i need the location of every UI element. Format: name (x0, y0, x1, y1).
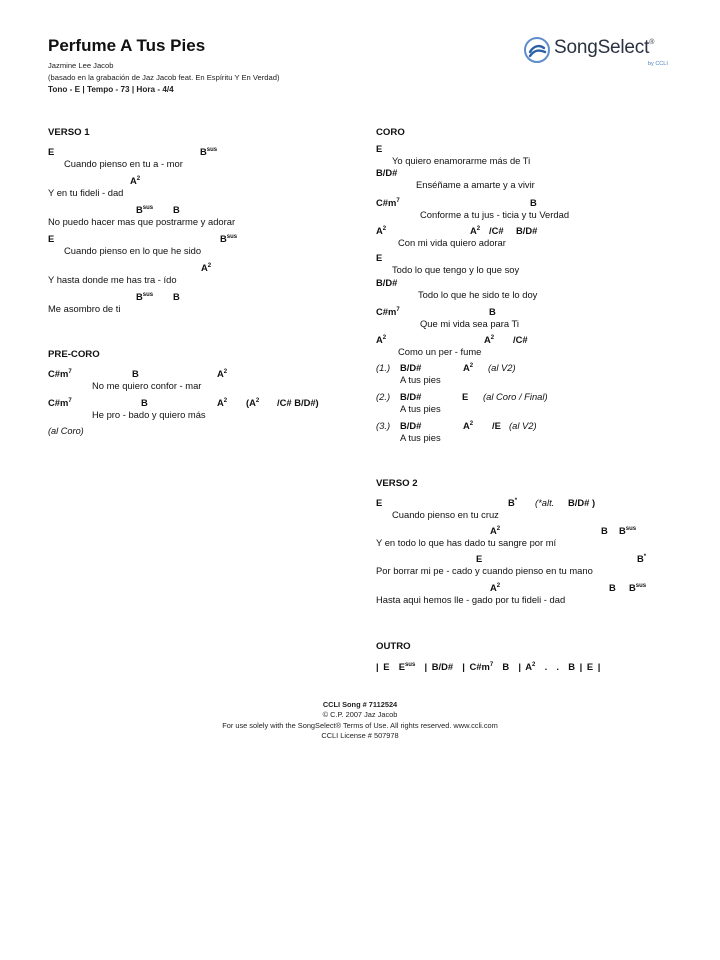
chord: /E (492, 420, 501, 431)
song-line (48, 204, 378, 232)
lyric-text: Hasta aqui hemos lle - gado por tu fideli - dad (376, 594, 566, 605)
lyric-text: Todo lo que tengo y lo que soy (392, 264, 520, 275)
song-line (376, 420, 706, 448)
direction-note: (al V2) (488, 362, 516, 373)
chord: $A^2$ (470, 225, 481, 236)
chord: $A^2$ (484, 334, 495, 345)
lyric-text: Y en todo lo que has dado tu sangre por mí (376, 537, 557, 548)
chord-row (376, 553, 706, 565)
song-line (376, 362, 706, 390)
chord-row (376, 362, 706, 374)
lyric-text: Y hasta donde me has tra - ído (48, 274, 177, 285)
chord: B/D# (400, 391, 422, 402)
chord-row (48, 291, 378, 303)
song-line (48, 175, 378, 203)
chord-row (48, 262, 378, 274)
chord: $C\#m^7$ (376, 306, 400, 317)
chord: E (476, 553, 483, 564)
logo-name: SongSelect (554, 37, 650, 58)
lyric-text: Que mi vida sea para Ti (420, 318, 520, 329)
song-line (376, 391, 706, 419)
chord: $C\#m^7$ (48, 368, 72, 379)
chord: B (489, 306, 496, 317)
song-line (48, 146, 378, 174)
song-line (376, 306, 706, 334)
chord: $C\#m^7$ (376, 197, 400, 208)
chord: B/D# (516, 225, 538, 236)
chord-row (376, 225, 706, 237)
chord-row (48, 368, 378, 380)
lyric-text: Por borrar mi pe - cado y cuando pienso en tu mano (376, 565, 593, 576)
chord: B/D# (376, 277, 398, 288)
song-line (48, 291, 378, 319)
song-basis: (basado en la grabación de Jaz Jacob feat. En Espíritu Y En Verdad) (48, 73, 280, 82)
lyric-text: He pro - bado y quiero más (92, 409, 206, 420)
chord-row (48, 397, 378, 409)
chord: $A^2$ (463, 420, 474, 431)
song-line (376, 525, 706, 553)
direction-note: (*alt. (535, 497, 555, 508)
lyric-text: Me asombro de ti (48, 303, 121, 314)
chord: /C# B/D#) (277, 397, 319, 408)
chord: B (141, 397, 148, 408)
song-line (376, 334, 706, 362)
chord: E (376, 252, 383, 263)
song-line (48, 397, 378, 425)
song-line (376, 582, 706, 610)
song-info: Tono - E | Tempo - 73 | Hora - 4/4 (48, 85, 174, 94)
chord: B (609, 582, 616, 593)
chord-row (376, 420, 706, 432)
chord: $B^{sus}$ (220, 233, 238, 244)
chord: $B^{sus}$ (619, 525, 637, 536)
chord: E (48, 233, 55, 244)
logo-sub: by CCLI (648, 61, 668, 67)
lyric-text: Cuando pienso en lo que he sido (64, 245, 202, 256)
direction-note: (al Coro) (48, 426, 84, 436)
chord: $B^{sus}$ (200, 146, 218, 157)
chord: $A^2$ (490, 525, 501, 536)
chord-row (48, 146, 378, 158)
chord: B* (637, 553, 647, 564)
chord: E (376, 497, 383, 508)
song-line (376, 497, 706, 525)
song-line (376, 197, 706, 225)
section-heading-verso1: VERSO 1 (48, 127, 90, 138)
direction-note: (al Coro / Final) (483, 391, 548, 402)
chord-row (48, 204, 378, 216)
song-line (376, 277, 706, 305)
footer (0, 700, 720, 742)
lyric-text: Y en tu fideli - dad (48, 187, 124, 198)
chord: E (376, 143, 383, 154)
lyric-text: Enséñame a amarte y a vivir (416, 179, 535, 190)
song-author: Jazmine Lee Jacob (48, 61, 114, 70)
chord: /C# (513, 334, 528, 345)
lyric-text: No me quiero confor - mar (92, 380, 202, 391)
section-heading-verso2: VERSO 2 (376, 478, 418, 489)
ending-label: (3.) (376, 420, 391, 431)
chord: B (132, 368, 139, 379)
chord: $A^2$ (201, 262, 212, 273)
chord-row (376, 334, 706, 346)
song-line (376, 167, 706, 195)
lyric-text: Cuando pienso en tu a - mor (64, 158, 183, 169)
chord: E (48, 146, 55, 157)
lyric-text: Conforme a tu jus - ticia y tu Verdad (420, 209, 570, 220)
left-column (48, 0, 378, 960)
chord: B/D# (376, 167, 398, 178)
chord: $A^2$ (490, 582, 501, 593)
chord-row (376, 197, 706, 209)
ending-label: (1.) (376, 362, 391, 373)
lyric-text: A tus pies (400, 403, 441, 414)
chord: $B^{sus}$ (629, 582, 647, 593)
chord-row (376, 525, 706, 537)
chord: B/D# (400, 420, 422, 431)
song-line (48, 368, 378, 396)
chord: B (530, 197, 537, 208)
chord: B/D# (400, 362, 422, 373)
chord: B (173, 291, 180, 302)
chord: B (173, 204, 180, 215)
chord-row (48, 175, 378, 187)
chord: $C\#m^7$ (48, 397, 72, 408)
chord-row (376, 582, 706, 594)
lyric-text: Cuando pienso en tu cruz (392, 509, 499, 520)
section-heading-coro: CORO (376, 127, 405, 138)
chord: $A^2$ (376, 225, 387, 236)
chord: $A^2$ (463, 362, 474, 373)
chord: $A^2$ (376, 334, 387, 345)
outro-chords: | E $E^{sus}$ | B/D# | $C\#m^7$ B | $A^2$ . . B | E | (376, 661, 601, 672)
lyric-text: A tus pies (400, 432, 441, 443)
chord-row (376, 167, 706, 179)
chord: $A^2$ (130, 175, 141, 186)
chord: ($A^2$ (246, 397, 260, 408)
lyric-text: Todo lo que he sido te lo doy (418, 289, 538, 300)
lyric-text: No puedo hacer mas que postrarme y adorar (48, 216, 236, 227)
lyric-text: Yo quiero enamorarme más de Ti (392, 155, 531, 166)
chord-row (376, 143, 706, 155)
chord-row (376, 277, 706, 289)
logo-registered: ® (649, 39, 655, 46)
chord: E (462, 391, 469, 402)
chord-row (48, 233, 378, 245)
footer-terms: For use solely with the SongSelect® Terms of Use. All rights reserved. www.ccli.com (222, 720, 498, 730)
chord: $B^{sus}$ (136, 291, 154, 302)
lyric-text: A tus pies (400, 374, 441, 385)
footer-copyright: © C.P. 2007 Jaz Jacob (322, 710, 398, 720)
chord-row (376, 252, 706, 264)
chord-row (376, 391, 706, 403)
song-line (376, 553, 706, 581)
song-title: Perfume A Tus Pies (48, 36, 206, 55)
footer-license: CCLI License # 507978 (321, 731, 399, 741)
song-line (48, 233, 378, 261)
section-heading-outro: OUTRO (376, 641, 411, 652)
song-line (48, 262, 378, 290)
chord: B (601, 525, 608, 536)
lyric-text: Con mi vida quiero adorar (398, 237, 506, 248)
chord: $B^{sus}$ (136, 204, 154, 215)
chord: B/D# ) (568, 497, 596, 508)
direction-note: (al V2) (509, 420, 537, 431)
song-line (376, 225, 706, 253)
chord: B* (508, 497, 518, 508)
chord-row (376, 497, 706, 509)
chord-row (376, 306, 706, 318)
chord: /C# (489, 225, 504, 236)
chord: $A^2$ (217, 368, 228, 379)
ending-label: (2.) (376, 391, 391, 402)
right-column (376, 0, 706, 960)
song-line (376, 252, 706, 280)
lyric-text: Como un per - fume (398, 346, 482, 357)
chord: $A^2$ (217, 397, 228, 408)
footer-song-number: CCLI Song # 7112524 (322, 700, 398, 709)
section-heading-precoro: PRE-CORO (48, 349, 100, 360)
